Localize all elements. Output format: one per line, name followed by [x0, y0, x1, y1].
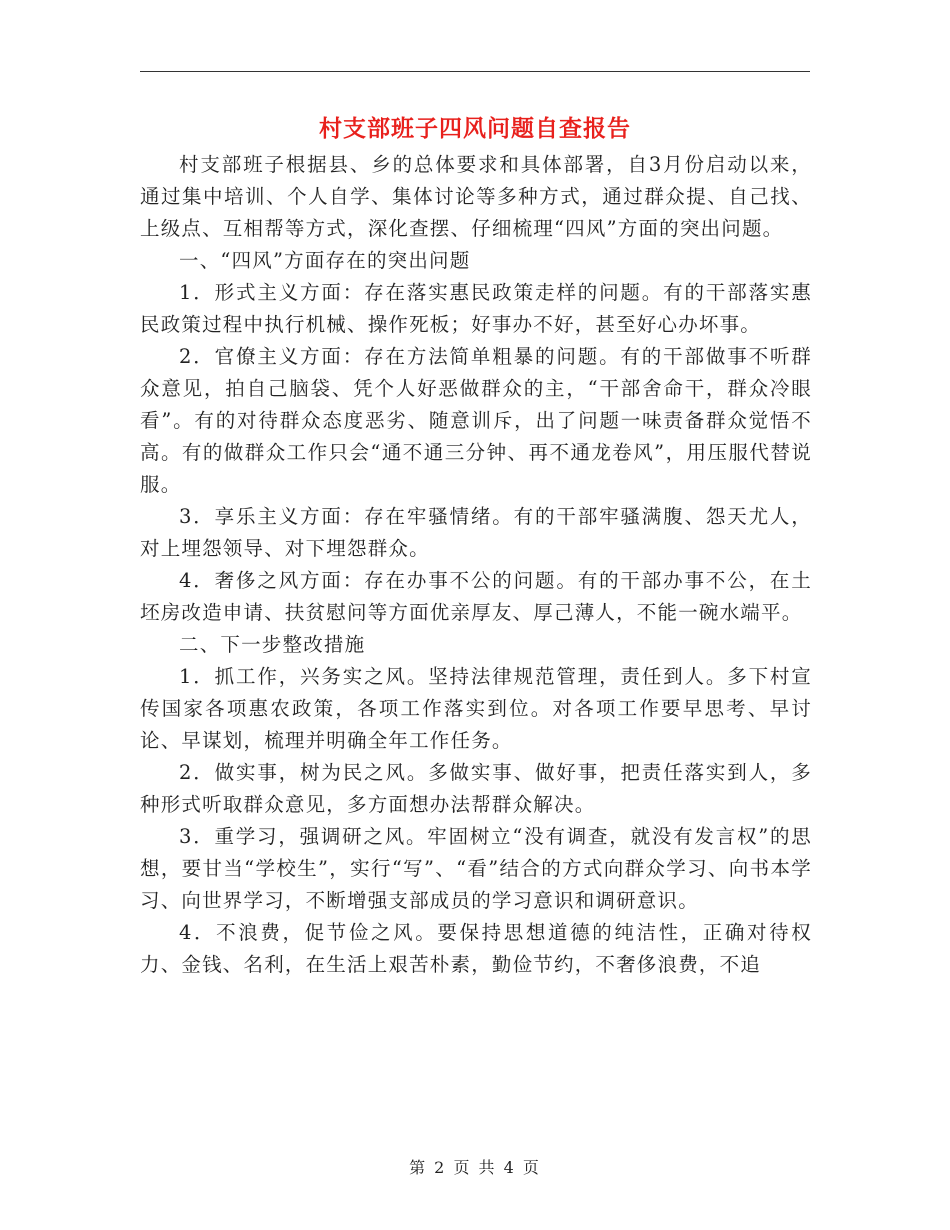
problem-item-bureaucracy: 2．官僚主义方面：存在方法简单粗暴的问题。有的干部做事不听群众意见，拍自己脑袋、凭个人好恶做群众的主，“干部舍命干，群众冷眼看”。有的对待群众态度恶劣、随意训斥，出了问题一味责备群众觉悟不高。有的做群众工作只会“通不通三分钟、再不通龙卷风”，用压服代替说服。 — [140, 345, 812, 496]
problem-item-extravagance: 4．奢侈之风方面：存在办事不公的问题。有的干部办事不公，在土坯房改造申请、扶贫慰问等方面优亲厚友、厚己薄人，不能一碗水端平。 — [140, 569, 812, 624]
section-heading-problems: 一、“四风”方面存在的突出问题 — [179, 249, 471, 272]
problem-item-formalism: 1．形式主义方面：存在落实惠民政策走样的问题。有的干部落实惠民政策过程中执行机械、操作死板；好事办不好，甚至好心办坏事。 — [140, 281, 812, 336]
measure-item-study: 3．重学习，强调研之风。牢固树立“没有调查，就没有发言权”的思想，要甘当“学校生”，实行“写”、“看”结合的方式向群众学习、向书本学习、向世界学习，不断增强支部成员的学习意识和调研意识。 — [140, 825, 812, 912]
document-title: 村支部班子四风问题自查报告 — [319, 115, 631, 142]
measure-item-work: 1．抓工作，兴务实之风。坚持法律规范管理，责任到人。多下村宣传国家各项惠农政策，各项工作落实到位。对各项工作要早思考、早讨论、早谋划，梳理并明确全年工作任务。 — [140, 665, 812, 752]
header-rule — [140, 71, 810, 72]
measure-item-practical: 2．做实事，树为民之风。多做实事、做好事，把责任落实到人，多种形式听取群众意见，多方面想办法帮群众解决。 — [140, 761, 812, 816]
intro-paragraph: 村支部班子根据县、乡的总体要求和具体部署，自3月份启动以来，通过集中培训、个人自学、集体讨论等多种方式，通过群众提、自己找、上级点、互相帮等方式，深化查摆、仔细梳理“四风”方面的突出问题。 — [140, 153, 812, 240]
measure-item-frugality: 4．不浪费，促节俭之风。要保持思想道德的纯洁性，正确对待权力、金钱、名利，在生活上艰苦朴素，勤俭节约，不奢侈浪费，不追 — [140, 921, 812, 976]
page-number: 第 2 页 共 4 页 — [409, 1158, 541, 1177]
document-body — [140, 149, 812, 981]
section-heading-measures: 二、下一步整改措施 — [179, 633, 366, 656]
problem-item-hedonism: 3．享乐主义方面：存在牢骚情绪。有的干部牢骚满腹、怨天尤人，对上埋怨领导、对下埋怨群众。 — [140, 505, 812, 560]
